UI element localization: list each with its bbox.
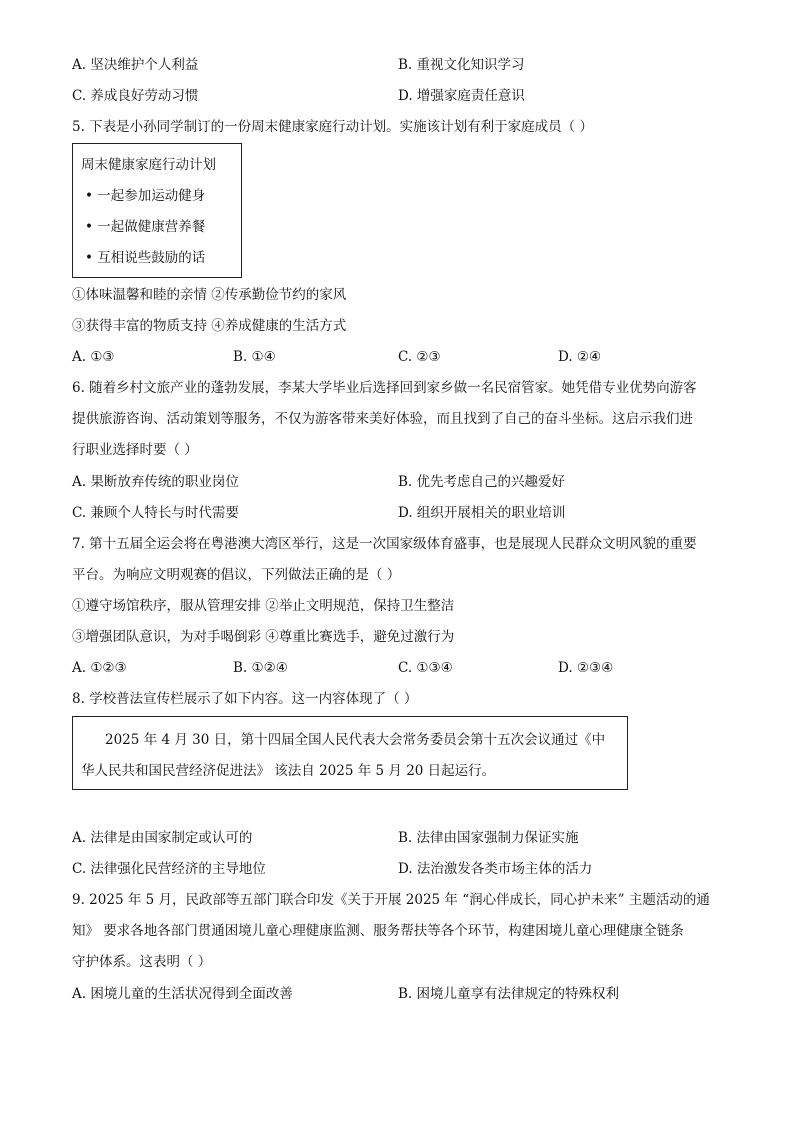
q8-notice-line: 2025 年 4 月 30 日，第十四届全国人民代表大会常务委员会第十五次会议通过《中 bbox=[105, 732, 606, 748]
q6-option-c: C. 兼顾个人特长与时代需要 bbox=[72, 505, 239, 521]
q8-notice-line: 华人民共和国民营经济促进法》 该法自 2025 年 5 月 20 日起运行。 bbox=[81, 763, 496, 779]
q4-option-d: D. 增强家庭责任意识 bbox=[398, 88, 525, 104]
q7-stem-line: 平台。为响应文明观赛的倡议，下列做法正确的是（ ） bbox=[72, 567, 401, 583]
q5-items-line: ①体味温馨和睦的亲情 ②传承勤俭节约的家风 bbox=[72, 287, 347, 303]
q9-option-a: A. 困境儿童的生活状况得到全面改善 bbox=[72, 986, 293, 1002]
q7-option-b: B. ①②④ bbox=[233, 660, 288, 676]
q5-option-c: C. ②③ bbox=[398, 349, 441, 365]
q4-option-a: A. 坚决维护个人利益 bbox=[72, 57, 199, 73]
q8-option-d: D. 法治激发各类市场主体的活力 bbox=[398, 861, 593, 877]
q8-option-a: A. 法律是由国家制定或认可的 bbox=[72, 830, 253, 846]
q6-stem-line: 行职业选择时要（ ） bbox=[72, 442, 198, 458]
q8-option-c: C. 法律强化民营经济的主导地位 bbox=[72, 861, 266, 877]
q9-option-b: B. 困境儿童享有法律规定的特殊权利 bbox=[398, 986, 620, 1002]
q5-plan-table bbox=[72, 143, 242, 278]
q7-items-line: ③增强团队意识，为对手喝倒彩 ④尊重比赛选手，避免过激行为 bbox=[72, 629, 455, 645]
q8-notice-box bbox=[72, 716, 628, 790]
q6-stem-line: 6. 随着乡村文旅产业的蓬勃发展，李某大学毕业后选择回到家乡做一名民宿管家。她凭借专业优势向游客 bbox=[72, 380, 697, 396]
q5-plan-title: 周末健康家庭行动计划 bbox=[81, 157, 216, 173]
q5-option-a: A. ①③ bbox=[72, 349, 115, 365]
q7-option-d: D. ②③④ bbox=[558, 660, 614, 676]
q7-option-a: A. ①②③ bbox=[72, 660, 127, 676]
q5-stem: 5. 下表是小孙同学制订的一份周末健康家庭行动计划。实施该计划有利于家庭成员（ ） bbox=[72, 119, 593, 135]
q9-stem-line: 守护体系。这表明（ ） bbox=[72, 954, 212, 970]
q7-items-line: ①遵守场馆秩序，服从管理安排 ②举止文明规范，保持卫生整洁 bbox=[72, 598, 455, 614]
q5-plan-item: • 一起参加运动健身 bbox=[85, 188, 206, 204]
q5-plan-item: • 一起做健康营养餐 bbox=[85, 219, 206, 235]
q9-stem-line: 9. 2025 年 5 月，民政部等五部门联合印发《关于开展 2025 年 “润心伴成长，同心护未来” 主题活动的通 bbox=[72, 892, 710, 908]
q8-stem: 8. 学校普法宣传栏展示了如下内容。这一内容体现了（ ） bbox=[72, 691, 418, 707]
q6-option-a: A. 果断放弃传统的职业岗位 bbox=[72, 474, 239, 490]
q8-option-b: B. 法律由国家强制力保证实施 bbox=[398, 830, 579, 846]
q9-stem-line: 知》 要求各地各部门贯通困境儿童心理健康监测、服务帮扶等各个环节，构建困境儿童心理健康全链条 bbox=[72, 923, 684, 939]
q5-option-d: D. ②④ bbox=[558, 349, 602, 365]
q4-option-b: B. 重视文化知识学习 bbox=[398, 57, 525, 73]
q6-option-b: B. 优先考虑自己的兴趣爱好 bbox=[398, 474, 566, 490]
q5-plan-item: • 互相说些鼓励的话 bbox=[85, 250, 206, 266]
q5-items-line: ③获得丰富的物质支持 ④养成健康的生活方式 bbox=[72, 318, 347, 334]
q6-stem-line: 提供旅游咨询、活动策划等服务，不仅为游客带来美好体验，而且找到了自己的奋斗坐标。这启示我们进 bbox=[72, 411, 693, 427]
q7-stem-line: 7. 第十五届全运会将在粤港澳大湾区举行，这是一次国家级体育盛事，也是展现人民群众文明风貌的重要 bbox=[72, 536, 697, 552]
q6-option-d: D. 组织开展相关的职业培训 bbox=[398, 505, 566, 521]
q4-option-c: C. 养成良好劳动习惯 bbox=[72, 88, 199, 104]
q7-option-c: C. ①③④ bbox=[398, 660, 453, 676]
q5-option-b: B. ①④ bbox=[233, 349, 276, 365]
